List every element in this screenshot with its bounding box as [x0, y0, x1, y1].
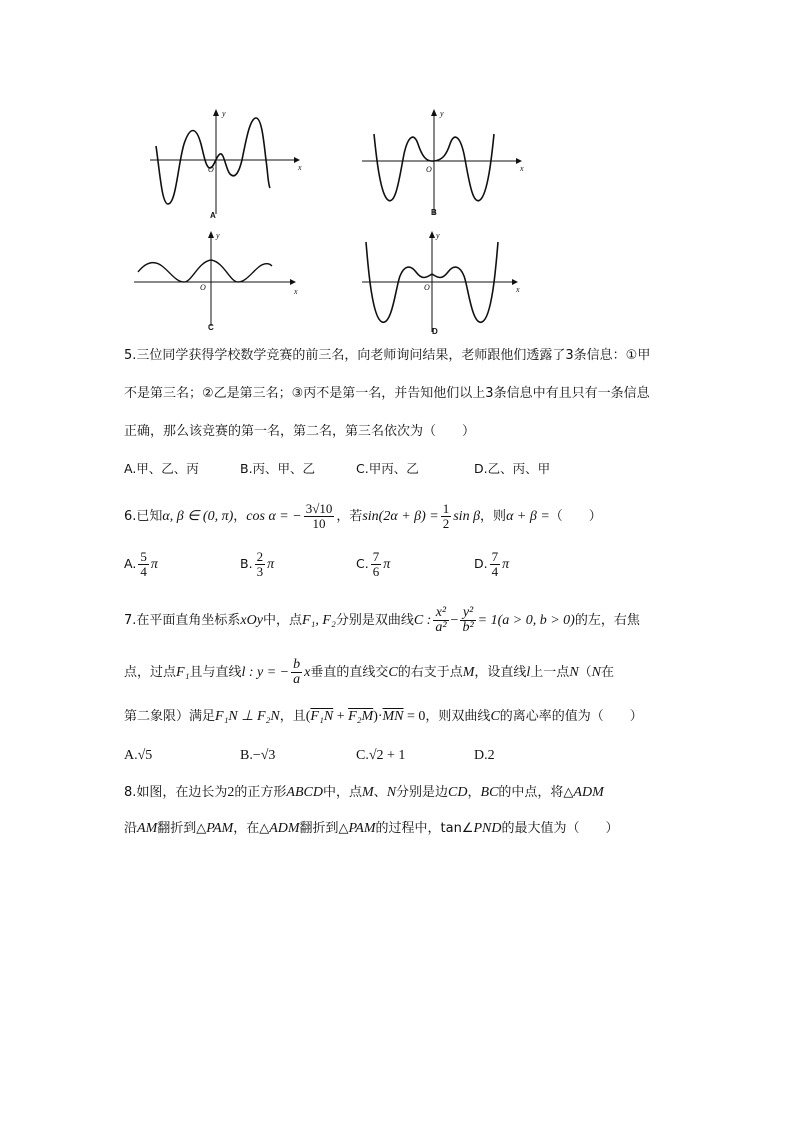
q7-text: 垂直的直线交 [310, 665, 389, 680]
q6-ask: α + β = [506, 509, 550, 524]
option-label: D. [474, 556, 488, 571]
x-arrow [290, 279, 296, 285]
q5-option-a[interactable]: A.甲、乙、丙 [124, 461, 199, 476]
graph-a-svg [146, 104, 306, 224]
option-numerator: 2 [256, 549, 264, 564]
q8-math: ADM [573, 785, 604, 800]
graph-b-svg [360, 104, 530, 224]
option-denominator: 4 [140, 564, 147, 579]
q8-text: ，在△ [233, 821, 270, 836]
q8-line-2 [124, 820, 618, 838]
fraction-numerator: y² [460, 606, 475, 621]
y-arrow [213, 109, 219, 116]
vector-f1n: F₁N [310, 709, 334, 724]
q8-math: CD [448, 785, 468, 800]
q5-option-b[interactable]: B.丙、甲、乙 [240, 461, 316, 476]
q8-math: ABCD [286, 785, 323, 800]
y-label: y [440, 109, 444, 118]
q7-option-a[interactable]: A.√5 [124, 748, 153, 763]
fraction-denominator: a [293, 672, 301, 687]
q7-option-c[interactable]: C.√2 + 1 [356, 748, 406, 763]
q7-math: xOy [240, 613, 263, 628]
q7-line-3: 第二象限）满足F₁N ⊥ F₂N，且$(F_1N + F_2M)\cdot\overline{MN} = 0$，则双曲线C的离心率的值为（ ） [124, 709, 643, 724]
q8-text: 中，点 [322, 785, 362, 800]
q8-math: BC [480, 785, 499, 800]
q7-text: 的离心率的值为（ ） [499, 709, 643, 724]
q8-text: 分别是边 [396, 785, 449, 800]
option-label: B. [240, 556, 253, 571]
q7-math: = 1(a > 0, b > 0) [477, 613, 575, 628]
q8-text: 、 [373, 785, 387, 800]
y-arrow [431, 109, 437, 116]
q6-sin-expr: sin(2α + β) = [362, 509, 439, 524]
q6-cos-numerator: 3√10 [305, 501, 333, 516]
q5-option-d[interactable]: D.乙、丙、甲 [474, 461, 551, 476]
q7-text: 第二象限）满足 [124, 709, 216, 724]
vector-f2m: F₂M [348, 709, 374, 724]
option-denominator: 4 [491, 564, 499, 579]
q6-mid: ，若 [336, 509, 363, 524]
q7-text: ，设直线 [474, 665, 527, 680]
q6-option-a[interactable] [124, 550, 158, 579]
q7-math: x [304, 665, 311, 680]
option-denominator: 3 [256, 564, 264, 579]
q7-math: N [569, 665, 579, 680]
q7-math: F₁ [176, 665, 190, 680]
q6-half-fraction [441, 502, 452, 531]
x-label: x [294, 287, 298, 296]
origin-label: O [426, 165, 432, 174]
x-label: x [520, 164, 524, 173]
q5-option-c[interactable]: C.甲丙、乙 [356, 461, 419, 476]
fraction-denominator: b² [462, 620, 474, 635]
graph-d-svg [360, 226, 530, 338]
graph-a-curve [156, 118, 270, 204]
q7-math: C [388, 665, 398, 680]
q8-text: 8.如图，在边长为 [124, 785, 228, 800]
q8-text: ， [467, 785, 481, 800]
q7-line-2 [124, 658, 614, 687]
fraction-denominator: a² [435, 620, 447, 635]
q8-text: 翻折到△ [157, 821, 207, 836]
option-numerator: 7 [491, 549, 499, 564]
q7-text: 上一点 [530, 665, 570, 680]
fraction-numerator: x² [433, 606, 448, 621]
y-arrow [208, 231, 214, 238]
q6-paren: （ ） [549, 509, 602, 524]
q8-text: 翻折到△ [299, 821, 349, 836]
q7-option-b[interactable]: B.−√3 [240, 748, 276, 763]
pi-symbol: π [383, 557, 391, 572]
origin-label: O [208, 165, 214, 174]
q7-text: （ [578, 665, 592, 680]
q8-math: 2 [227, 785, 235, 800]
x-label: x [298, 163, 302, 172]
q7-line-1: 7.在平面直角坐标系xOy中，点F₁, F₂分别是双曲线C : $\frac{\text{x²}}{\text{a²}}$ − $\frac{\text{y²}}{\text{b²}}$ = 1(a > 0, b > 0)的左，右焦 [124, 605, 640, 635]
q7-x-fraction [433, 606, 448, 635]
q7-math: l : y = − [241, 665, 290, 680]
q7-text: 的左，右焦 [574, 613, 640, 628]
q7-text: 7.在平面直角坐标系 [124, 613, 241, 628]
graph-d [360, 226, 530, 338]
q6-tail: ，则 [480, 509, 507, 524]
option-numerator: 5 [140, 549, 147, 564]
q6-option-d[interactable] [474, 550, 509, 579]
graph-tag-d: D [432, 327, 438, 336]
q8-math: PAM [206, 821, 234, 836]
graph-tag-c: C [208, 323, 214, 332]
graph-tag-b: B [431, 208, 437, 217]
q7-math: C : [413, 613, 432, 628]
q6-half-numerator: 1 [442, 501, 450, 516]
q7-math: F₁, F₂ [301, 613, 336, 628]
pi-symbol: π [150, 557, 158, 572]
q7-math: l [526, 665, 531, 680]
q8-text: 的过程中，tan∠ [375, 821, 474, 836]
graph-a [146, 104, 306, 224]
origin-label: O [424, 283, 430, 292]
pi-symbol: π [502, 557, 510, 572]
q7-math: C [490, 709, 500, 724]
graph-c [132, 226, 308, 336]
q6-half-denominator: 2 [442, 516, 450, 531]
fraction-numerator: b [293, 657, 301, 672]
q7-slope-fraction [291, 658, 302, 687]
q7-text: 在 [601, 665, 615, 680]
q7-text: 的右支于点 [397, 665, 463, 680]
q6-prefix: 6.已知 [124, 509, 163, 524]
q7-text: 且与直线 [189, 665, 242, 680]
q5-line-1: 5.三位同学获得学校数学竞赛的前三名，向老师询问结果，老师跟他们透露了3条信息：①甲 [124, 348, 651, 363]
q8-math: PAM [348, 821, 376, 836]
y-label: y [216, 231, 220, 240]
q6-option-b[interactable] [240, 550, 274, 579]
q7-text: ，则双曲线 [425, 709, 491, 724]
option-label: C. [356, 556, 369, 571]
q6-cos-denominator: 10 [312, 516, 326, 531]
q8-math: M [362, 785, 374, 800]
q6-cos: cos α = − [246, 509, 302, 524]
option-numerator: 7 [372, 549, 380, 564]
q7-math: = 0 [407, 709, 426, 724]
vector-mn: $\overline{MN}$ [382, 709, 404, 724]
q8-text: 沿 [124, 821, 138, 836]
q6-sin-beta: sin β [453, 509, 481, 524]
q6-option-c[interactable] [356, 550, 390, 579]
y-label: y [436, 231, 440, 240]
q7-text: ，且 [279, 709, 306, 724]
graph-tag-a: A [210, 211, 216, 220]
q5-line-3: 正确，那么该竞赛的第一名，第二名，第三名依次为（ ） [124, 424, 476, 439]
q8-text: 的正方形 [234, 785, 287, 800]
q5-line-2: 不是第三名；②乙是第三名；③丙不是第一名，并告知他们以上3条信息中有且只有一条信息 [124, 386, 650, 401]
x-label: x [516, 285, 520, 294]
pi-symbol: π [267, 557, 275, 572]
q8-text: 的中点，将△ [498, 785, 574, 800]
q8-math: PND [473, 821, 502, 836]
graph-b [360, 104, 530, 224]
q7-text: 分别是双曲线 [335, 613, 414, 628]
q7-math: N [591, 665, 602, 680]
q6-cos-fraction [304, 502, 335, 531]
graph-c-svg [132, 226, 308, 336]
option-denominator: 6 [372, 564, 380, 579]
q7-math: F₁N ⊥ F₂N [215, 709, 280, 724]
q7-math: M [462, 665, 475, 680]
q8-math: ADM [269, 821, 300, 836]
q8-line-1 [124, 784, 604, 802]
q6-stem: 6.已知α, β ∈ (0, π)，cos α = − $\frac{3√10}{10}$ ，若sin(2α + β) = $\frac{1}{2}$ sin β，则α + β =（ ） [124, 501, 602, 531]
origin-label: O [200, 283, 206, 292]
q7-y-fraction [460, 606, 475, 635]
graph-c-curve [138, 260, 272, 282]
y-arrow [429, 231, 435, 238]
q8-text: 的最大值为（ ） [501, 821, 619, 836]
q8-math: N [386, 785, 397, 800]
option-label: A. [124, 556, 137, 571]
q6-condition: α, β ∈ (0, π) [162, 509, 234, 524]
q7-text: 点，过点 [124, 665, 177, 680]
q7-option-d[interactable]: D.2 [474, 748, 495, 763]
q8-math: AM [137, 821, 158, 836]
y-label: y [222, 109, 226, 118]
q7-text: 中，点 [262, 613, 302, 628]
